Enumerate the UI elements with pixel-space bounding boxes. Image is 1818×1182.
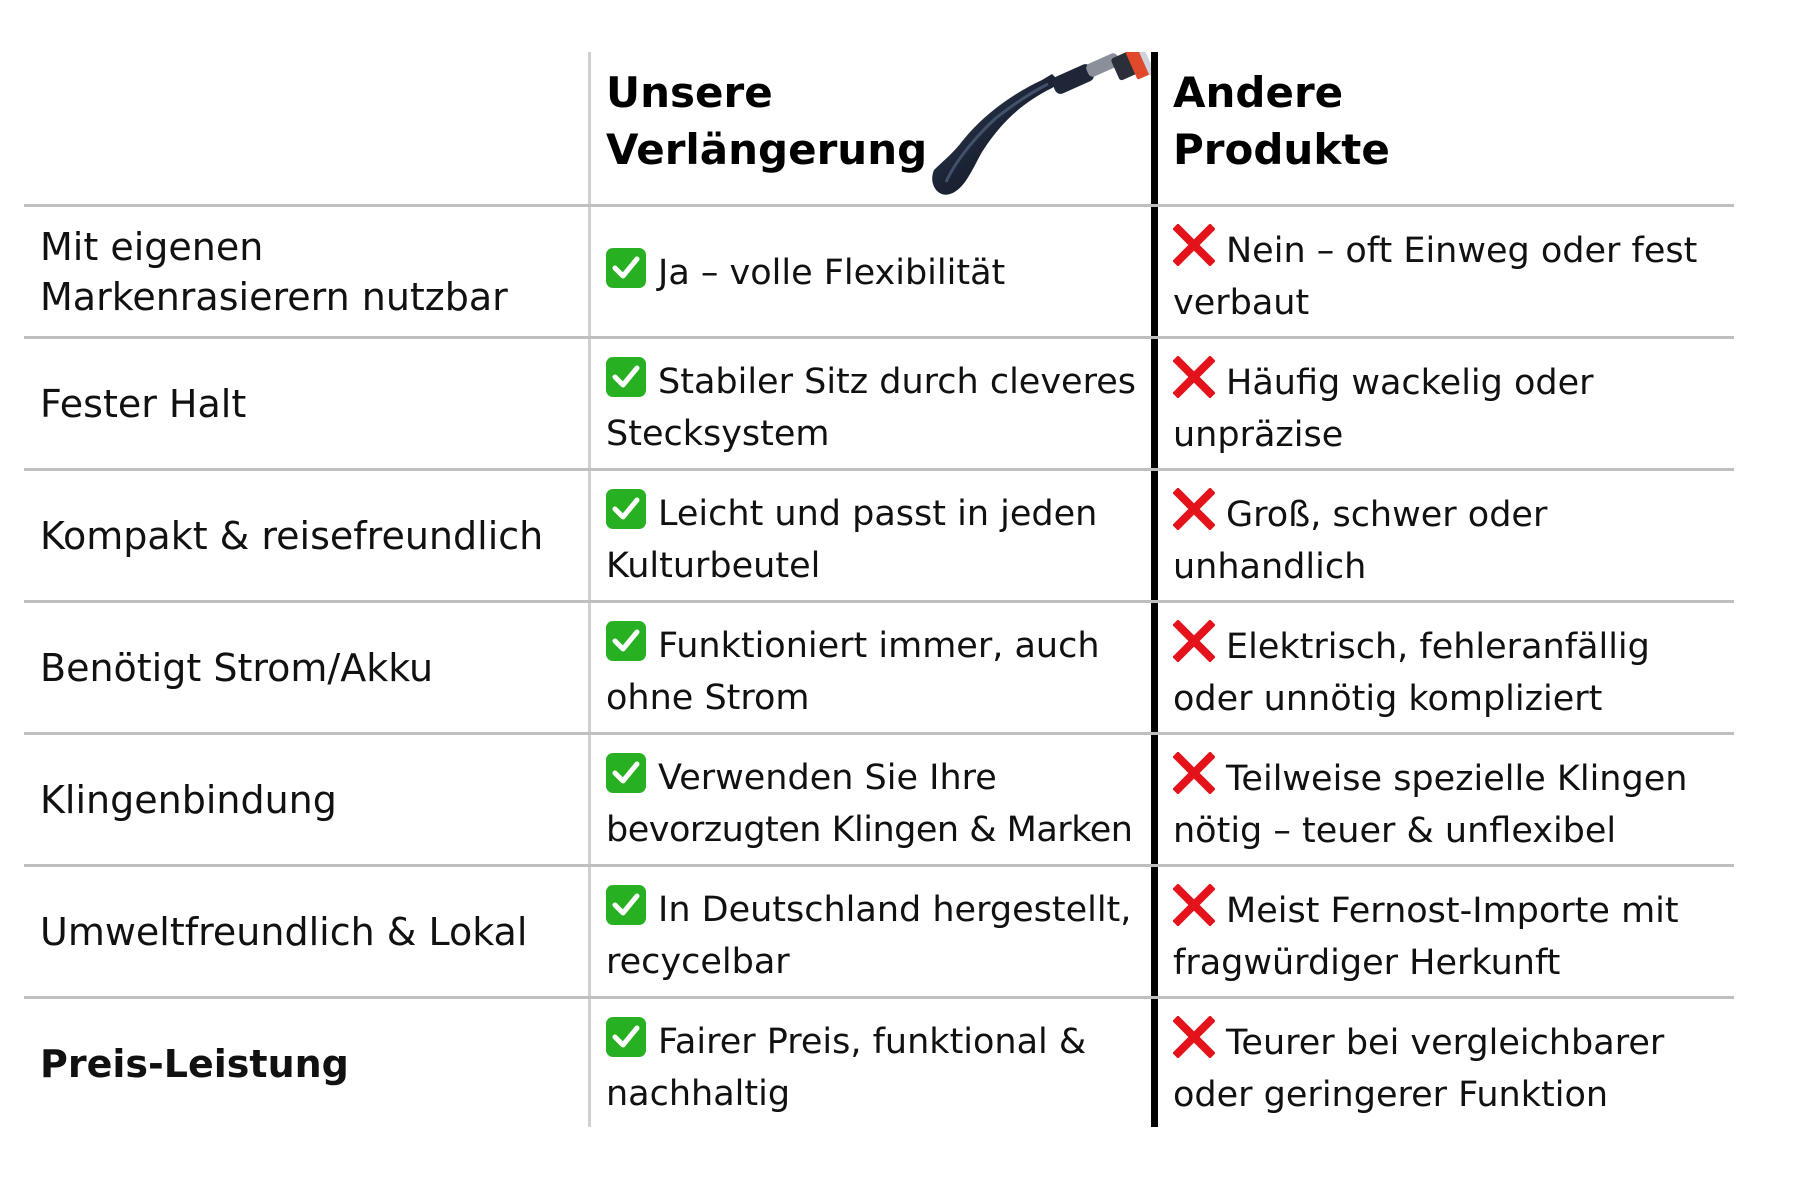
check-icon xyxy=(606,1017,646,1057)
feature-label-line: Mit eigenen xyxy=(40,224,264,269)
feature-label: Umweltfreundlich & Lokal xyxy=(40,909,528,954)
cross-icon xyxy=(1173,884,1215,926)
others-cell xyxy=(1157,999,1734,1128)
others-text-line xyxy=(1173,884,1734,937)
others-text-line xyxy=(1173,1016,1734,1069)
table-row xyxy=(24,864,1734,996)
check-icon xyxy=(606,885,646,925)
others-text-line xyxy=(1173,620,1734,673)
feature-label: Fester Halt xyxy=(40,381,247,426)
ours-cell xyxy=(590,603,1157,732)
header-ours-line2: Verlängerung xyxy=(606,125,928,174)
feature-cell xyxy=(24,207,590,336)
header-row xyxy=(24,52,1734,204)
cross-icon xyxy=(1173,620,1215,662)
feature-cell xyxy=(24,999,590,1128)
ours-text-line: Stecksystem xyxy=(606,414,830,454)
others-text: Teilweise spezielle Klingen xyxy=(1226,759,1688,799)
ours-text: Funktioniert immer, auch xyxy=(658,626,1100,666)
feature-cell xyxy=(24,339,590,468)
feature-cell xyxy=(24,603,590,732)
others-cell xyxy=(1157,735,1734,864)
table-row xyxy=(24,600,1734,732)
ours-text-line xyxy=(606,488,1157,540)
others-cell xyxy=(1157,867,1734,996)
others-text-line xyxy=(1173,356,1734,409)
feature-cell xyxy=(24,471,590,600)
header-others-title xyxy=(1173,64,1390,178)
ours-text-line: ohne Strom xyxy=(606,678,810,718)
cross-icon xyxy=(1173,224,1215,266)
table-row xyxy=(24,468,1734,600)
table-row xyxy=(24,996,1734,1128)
header-ours-line1: Unsere xyxy=(606,68,773,117)
others-text-line xyxy=(1173,752,1734,805)
ours-text: Leicht und passt in jeden xyxy=(658,494,1098,534)
others-cell xyxy=(1157,471,1734,600)
others-cell xyxy=(1157,603,1734,732)
check-icon xyxy=(606,357,646,397)
others-text-line: verbaut xyxy=(1173,283,1310,323)
others-text-line: oder unnötig kompliziert xyxy=(1173,679,1603,719)
check-icon xyxy=(606,753,646,793)
others-cell xyxy=(1157,207,1734,336)
ours-text-line xyxy=(606,1016,1157,1068)
ours-text-line: recycelbar xyxy=(606,942,790,982)
header-feature-cell xyxy=(24,52,590,204)
feature-label: Klingenbindung xyxy=(40,777,337,822)
others-text: Meist Fernost-Importe mit xyxy=(1226,891,1679,931)
check-icon xyxy=(606,621,646,661)
header-others-line1: Andere xyxy=(1173,68,1344,117)
table-row xyxy=(24,336,1734,468)
ours-text: Fairer Preis, funktional & xyxy=(658,1022,1087,1062)
others-text-line xyxy=(1173,224,1734,277)
others-text: Groß, schwer oder xyxy=(1226,495,1548,535)
table-row xyxy=(24,204,1734,336)
ours-cell xyxy=(590,867,1157,996)
ours-text: Verwenden Sie Ihre xyxy=(658,758,997,798)
check-icon xyxy=(606,248,646,288)
ours-text-line: Kulturbeutel xyxy=(606,546,821,586)
check-icon xyxy=(606,489,646,529)
feature-label: Preis-Leistung xyxy=(40,1041,349,1086)
header-others-line2: Produkte xyxy=(1173,125,1390,174)
ours-cell xyxy=(590,471,1157,600)
ours-cell xyxy=(590,207,1157,336)
others-text: Nein – oft Einweg oder fest xyxy=(1226,231,1698,271)
razor-extension-handle-icon xyxy=(916,52,1166,202)
others-text-line xyxy=(1173,488,1734,541)
comparison-table xyxy=(24,52,1734,1127)
others-text-line: fragwürdiger Herkunft xyxy=(1173,943,1561,983)
ours-cell xyxy=(590,339,1157,468)
ours-text-line: bevorzugten Klingen & Marken xyxy=(606,810,1133,850)
others-text-line: nötig – teuer & unflexibel xyxy=(1173,811,1617,851)
ours-text-line xyxy=(606,884,1157,936)
feature-label-line: Markenrasierern nutzbar xyxy=(40,274,508,319)
others-text: Teurer bei vergleichbarer xyxy=(1226,1023,1665,1063)
cross-icon xyxy=(1173,752,1215,794)
others-text: Elektrisch, fehleranfällig xyxy=(1226,627,1650,667)
ours-text: In Deutschland hergestellt, xyxy=(658,890,1132,930)
others-text-line: unhandlich xyxy=(1173,547,1367,587)
ours-text: Ja – volle Flexibilität xyxy=(658,253,1006,293)
ours-text-line xyxy=(606,247,1157,299)
ours-text-line: nachhaltig xyxy=(606,1074,791,1114)
table-row xyxy=(24,732,1734,864)
cross-icon xyxy=(1173,356,1215,398)
feature-cell xyxy=(24,867,590,996)
others-text-line: unpräzise xyxy=(1173,415,1344,455)
ours-text-line xyxy=(606,752,1157,804)
cross-icon xyxy=(1173,488,1215,530)
ours-cell xyxy=(590,999,1157,1128)
others-text-line: oder geringerer Funktion xyxy=(1173,1075,1609,1115)
header-ours-title xyxy=(606,64,927,178)
feature-cell xyxy=(24,735,590,864)
cross-icon xyxy=(1173,1016,1215,1058)
ours-text-line xyxy=(606,356,1157,408)
others-cell xyxy=(1157,339,1734,468)
header-others-cell xyxy=(1157,52,1734,204)
ours-text-line xyxy=(606,620,1157,672)
others-text: Häufig wackelig oder xyxy=(1226,363,1594,403)
feature-label: Kompakt & reisefreundlich xyxy=(40,513,544,558)
ours-text: Stabiler Sitz durch cleveres xyxy=(658,362,1136,402)
ours-cell xyxy=(590,735,1157,864)
feature-label: Benötigt Strom/Akku xyxy=(40,645,434,690)
